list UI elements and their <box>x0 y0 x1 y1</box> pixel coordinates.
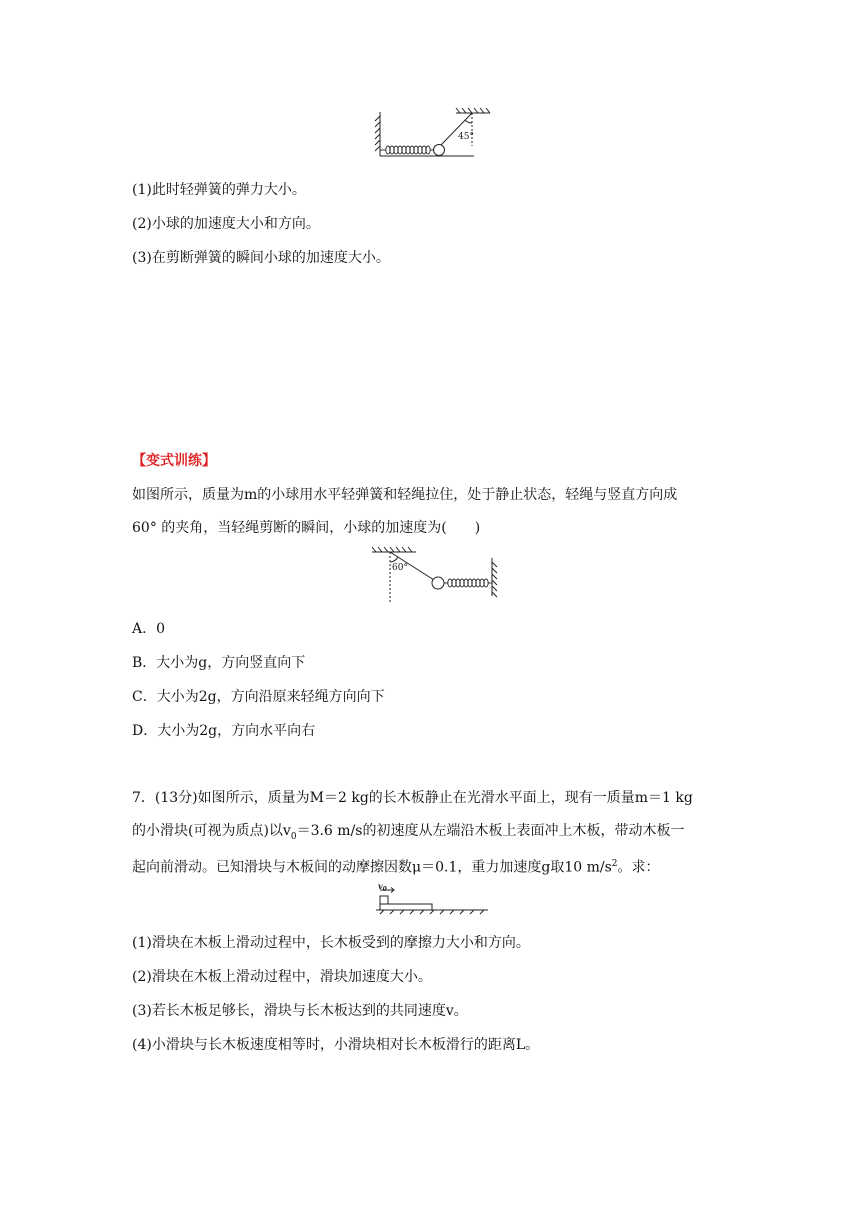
q6-sub3: (3)在剪断弹簧的瞬间小球的加速度大小。 <box>132 250 390 266</box>
figure-block-board <box>374 882 490 914</box>
option-a: A．0 <box>132 621 166 637</box>
velocity-label: $v_0$ <box>378 881 387 893</box>
figure-rope-spring-60 <box>370 546 500 606</box>
q7-sub1: (1)滑块在木板上滑动过程中，长木板受到的摩擦力大小和方向。 <box>132 935 530 951</box>
q7-sub4: (4)小滑块与长木板速度相等时，小滑块相对长木板滑行的距离L。 <box>132 1037 540 1053</box>
variant-stem-line2: 60° 的夹角，当轻绳剪断的瞬间，小球的加速度为( ) <box>132 520 481 536</box>
option-b: B．大小为g，方向竖直向下 <box>132 655 306 671</box>
angle-label-60: 60° <box>392 563 408 573</box>
variant-stem-line1: 如图所示，质量为m的小球用水平轻弹簧和轻绳拉住，处于静止状态，轻绳与竖直方向成 <box>132 487 678 503</box>
option-d: D．大小为2g，方向水平向右 <box>132 723 316 739</box>
angle-label-45: 45° <box>458 132 474 142</box>
q7-stem-line3: 起向前滑动。已知滑块与木板间的动摩擦因数μ＝0.1，重力加速度g取10 $m/s^2$。求： <box>132 859 660 876</box>
q6-sub1: (1)此时轻弹簧的弹力大小。 <box>132 182 306 198</box>
option-c: C．大小为2g，方向沿原来轻绳方向向下 <box>132 689 385 705</box>
q7-stem-line1: 7．(13分)如图所示，质量为M＝2 kg的长木板静止在光滑水平面上，现有一质量m＝1 kg <box>132 790 693 806</box>
figure-spring-ball-45 <box>372 108 492 178</box>
q7-stem-line2: 的小滑块(可视为质点)以$v_0=3.6$ m/s的初速度从左端沿木板上表面冲上木板，带动木板一 <box>132 823 685 842</box>
q7-sub3: (3)若长木板足够长，滑块与长木板达到的共同速度v。 <box>132 1003 468 1019</box>
variant-heading: 【变式训练】 <box>132 453 216 469</box>
q6-sub2: (2)小球的加速度大小和方向。 <box>132 216 320 232</box>
q7-sub2: (2)滑块在木板上滑动过程中，滑块加速度大小。 <box>132 969 432 985</box>
